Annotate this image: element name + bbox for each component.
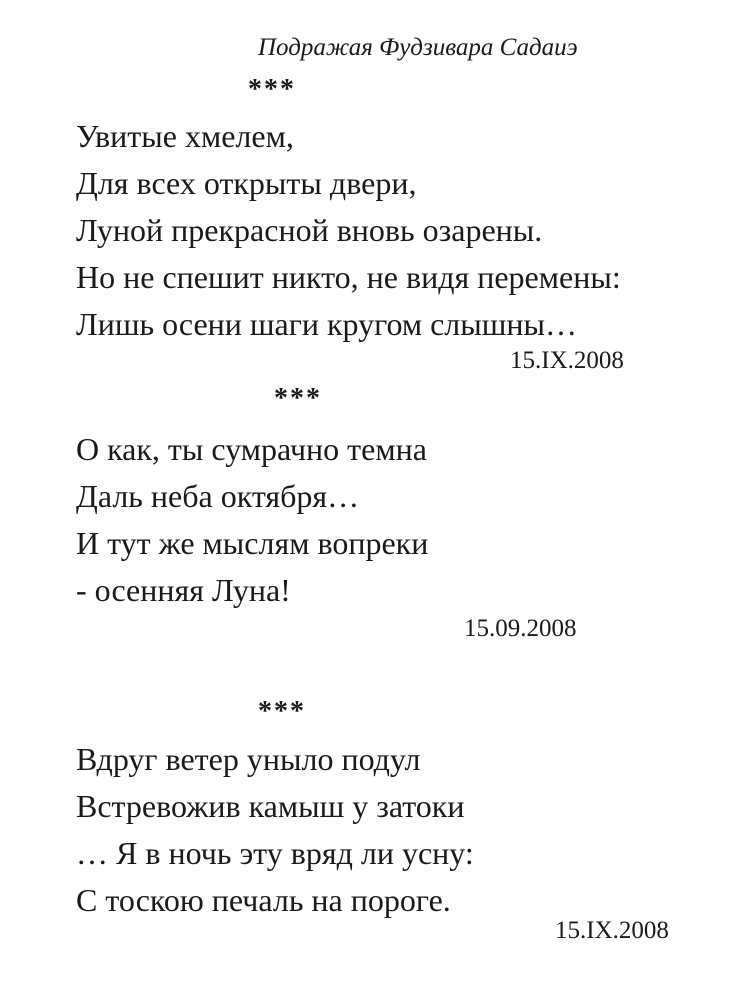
poem-1-line: Увитые хмелем, [76, 118, 294, 154]
poem-1-line: Для всех открыты двери, [76, 165, 417, 201]
poem-3-line: … Я в ночь эту вряд ли усну: [76, 835, 474, 871]
poem-3-line: Вдруг ветер уныло подул [76, 741, 421, 777]
poem-3-separator: *** [258, 696, 306, 727]
poem-2-separator: *** [274, 383, 322, 414]
poem-1-body [76, 113, 621, 348]
poem-2-body [76, 426, 428, 614]
poem-1-line: Луной прекрасной вновь озарены. [76, 212, 543, 248]
poem-2-line: Даль неба октября… [76, 478, 360, 514]
poem-1-line: Лишь осени шаги кругом слышны… [76, 306, 578, 342]
poem-1-line: Но не спешит никто, не видя перемены: [76, 259, 621, 295]
poem-2-line: - осенняя Луна! [76, 572, 291, 608]
poem-3-date: 15.IX.2008 [555, 917, 669, 944]
poem-2-line: И тут же мыслям вопреки [76, 525, 429, 561]
poem-2-date: 15.09.2008 [464, 615, 577, 642]
poem-1-date: 15.IX.2008 [510, 347, 624, 374]
poem-1-separator: *** [248, 74, 296, 105]
poem-2-line: О как, ты сумрачно темна [76, 431, 427, 467]
epigraph: Подражая Фудзивара Садаиэ [258, 34, 578, 61]
poem-3-line: С тоскою печаль на пороге. [76, 882, 451, 918]
poem-3-body [76, 736, 474, 924]
poem-3-line: Встревожив камыш у затоки [76, 788, 465, 824]
